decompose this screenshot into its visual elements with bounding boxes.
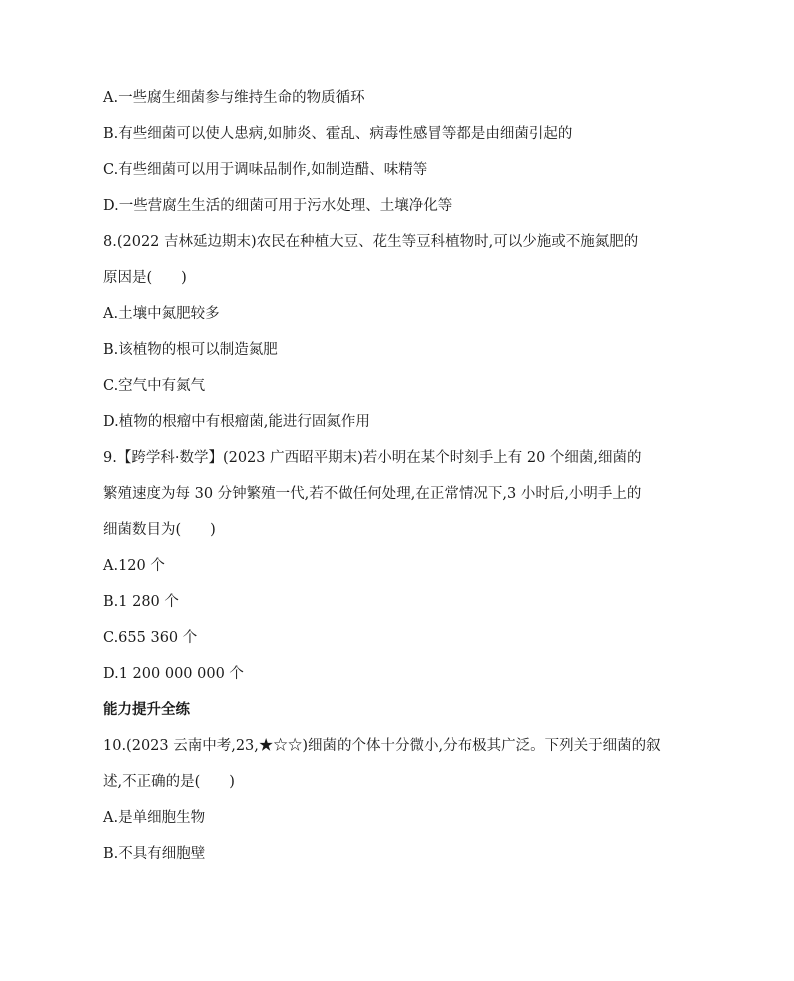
q9-stem-line-1: 9.【跨学科·数学】(2023 广西昭平期末)若小明在某个时刻手上有 20 个细菌,细菌的 (103, 450, 642, 466)
q7-option-a: A.一些腐生细菌参与维持生命的物质循环 (103, 90, 365, 106)
q8-option-c: C.空气中有氮气 (103, 378, 206, 394)
q9-stem-line-2: 繁殖速度为每 30 分钟繁殖一代,若不做任何处理,在正常情况下,3 小时后,小明手上的 (103, 486, 642, 502)
q8-option-b: B.该植物的根可以制造氮肥 (103, 342, 278, 358)
q8-option-d: D.植物的根瘤中有根瘤菌,能进行固氮作用 (103, 414, 370, 430)
q9-stem-line-3: 细菌数目为( ) (103, 522, 216, 538)
q9-option-b: B.1 280 个 (103, 594, 179, 610)
q8-stem-line-1: 8.(2022 吉林延边期末)农民在种植大豆、花生等豆科植物时,可以少施或不施氮肥的 (103, 234, 639, 250)
q10-option-b: B.不具有细胞壁 (103, 846, 206, 862)
q7-option-c: C.有些细菌可以用于调味品制作,如制造醋、味精等 (103, 162, 428, 178)
q7-option-d: D.一些营腐生生活的细菌可用于污水处理、土壤净化等 (103, 198, 453, 214)
q9-option-a: A.120 个 (103, 558, 165, 574)
q7-option-b: B.有些细菌可以使人患病,如肺炎、霍乱、病毒性感冒等都是由细菌引起的 (103, 126, 573, 142)
section-title: 能力提升全练 (103, 701, 190, 718)
q8-option-a: A.土壤中氮肥较多 (103, 306, 220, 322)
q9-option-c: C.655 360 个 (103, 630, 198, 646)
document-page (103, 88, 703, 880)
q10-stem-line-2: 述,不正确的是( ) (103, 774, 235, 790)
q9-option-d: D.1 200 000 000 个 (103, 666, 244, 682)
q8-stem-line-2: 原因是( ) (103, 270, 187, 286)
q10-stem-line-1: 10.(2023 云南中考,23,★☆☆)细菌的个体十分微小,分布极其广泛。下列关于细菌的叙 (103, 738, 661, 754)
q10-option-a: A.是单细胞生物 (103, 810, 206, 826)
